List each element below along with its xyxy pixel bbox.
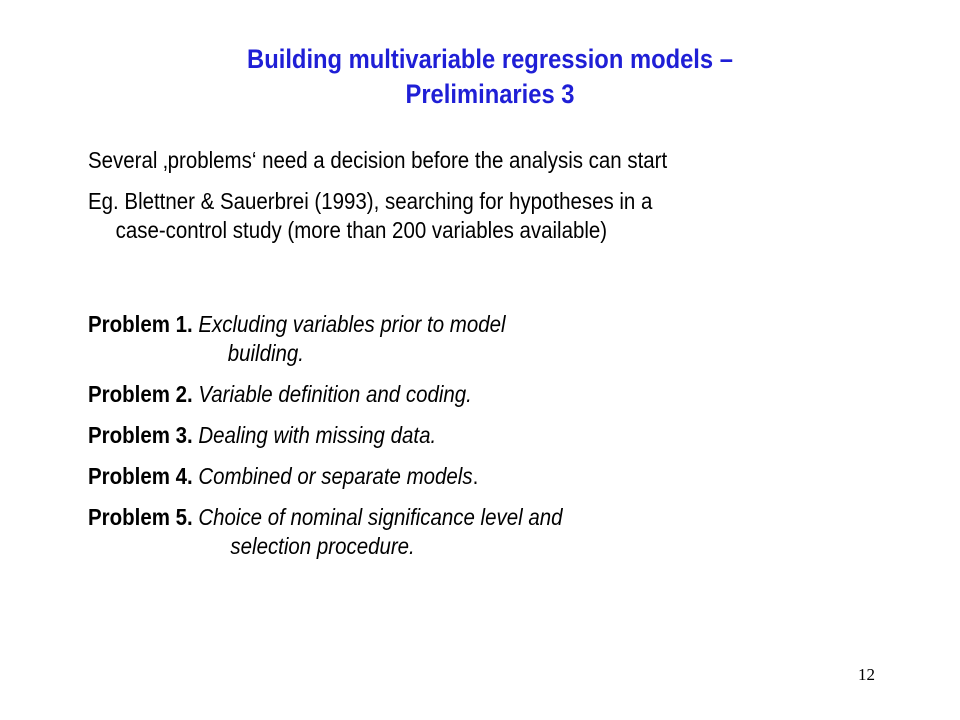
intro-line-2b: case-control study (more than 200 variables available)	[115, 217, 608, 243]
problem-item-2	[88, 380, 800, 409]
intro-paragraph-1	[88, 146, 800, 175]
problem-description-continued: selection procedure.	[230, 533, 415, 559]
problem-description-continued: building.	[227, 340, 304, 366]
problem-description: Combined or separate models	[198, 463, 473, 489]
problem-item-5	[88, 503, 800, 561]
intro-line-1: Several ‚problems‘ need a decision before the analysis can start	[88, 147, 668, 173]
problem-description: Choice of nominal significance level and	[198, 504, 563, 530]
problem-label: Problem 1.	[88, 311, 199, 337]
title-line-1: Building multivariable regression models –	[247, 44, 733, 74]
title-line-2: Preliminaries 3	[405, 79, 575, 109]
problem-item-3	[88, 421, 800, 450]
intro-line-2a: Eg. Blettner & Sauerbrei (1993), searching for hypotheses in a	[88, 188, 653, 214]
problem-item-4	[88, 462, 800, 491]
problem-list	[88, 310, 800, 573]
page-number: 12	[858, 665, 875, 684]
problem-label: Problem 2.	[88, 381, 199, 407]
problem-description-suffix: .	[472, 463, 479, 489]
problem-label: Problem 5.	[88, 504, 199, 530]
intro-paragraph-2	[88, 187, 800, 245]
problem-description: Excluding variables prior to model	[198, 311, 506, 337]
intro-text	[88, 146, 800, 257]
problem-description: Variable definition and coding.	[198, 381, 472, 407]
problem-description: Dealing with missing data.	[198, 422, 437, 448]
problem-item-1	[88, 310, 800, 368]
problem-label: Problem 3.	[88, 422, 199, 448]
problem-label: Problem 4.	[88, 463, 199, 489]
slide-title	[191, 42, 789, 112]
